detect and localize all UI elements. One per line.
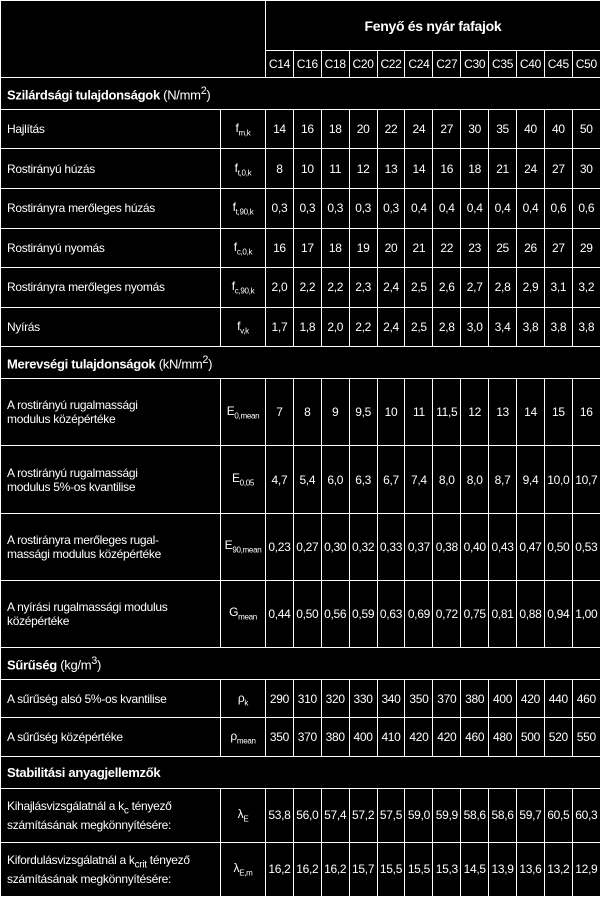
property-value: 410 xyxy=(377,718,405,756)
property-symbol xyxy=(221,446,266,513)
symbol-main: f xyxy=(232,200,236,215)
symbol-main: ρ xyxy=(237,690,245,705)
property-label-line1: Kifordulásvizsgálatnál a k xyxy=(7,852,135,867)
property-symbol xyxy=(221,842,266,896)
property-value: 7,4 xyxy=(405,446,433,513)
property-value: 0,4 xyxy=(489,189,517,229)
section-unit-exponent: 3 xyxy=(91,654,97,667)
property-label xyxy=(1,513,221,580)
strength-class-header: C16 xyxy=(293,51,321,77)
property-value: 58,6 xyxy=(489,789,517,843)
strength-class-header: C24 xyxy=(405,51,433,77)
symbol-subscript: mean xyxy=(236,736,256,746)
symbol-main: E xyxy=(226,404,235,419)
section-unit-exponent: 2 xyxy=(200,84,207,97)
property-value: 29 xyxy=(572,228,600,268)
strength-class-header: C40 xyxy=(517,51,545,77)
property-label-text: Rostirányra merőleges nyomás xyxy=(7,280,165,295)
property-value: 8 xyxy=(266,149,294,189)
strength-class-header: C35 xyxy=(489,51,517,77)
property-value: 0,50 xyxy=(293,580,321,647)
section-header-row xyxy=(1,77,600,109)
section-header-row xyxy=(1,756,600,788)
section-header-row xyxy=(1,647,600,679)
property-value: 3,8 xyxy=(517,307,545,347)
symbol-subscript: 0,mean xyxy=(234,411,260,421)
property-value: 27 xyxy=(544,149,572,189)
property-value: 13,6 xyxy=(517,842,545,896)
symbol-main: E xyxy=(231,471,240,486)
property-symbol xyxy=(221,109,266,149)
property-value: 0,4 xyxy=(405,189,433,229)
property-label xyxy=(1,680,221,718)
property-value: 0,38 xyxy=(433,513,461,580)
property-value: 2,8 xyxy=(489,268,517,308)
property-value: 16 xyxy=(266,228,294,268)
section-unit-exponent: 2 xyxy=(202,354,209,367)
property-value: 0,50 xyxy=(544,513,572,580)
property-label-line1: A rostirányú rugalmassági xyxy=(7,465,138,480)
property-label-line2: massági modulus középértéke xyxy=(7,546,161,561)
property-value: 40 xyxy=(544,109,572,149)
section-title xyxy=(1,647,600,679)
property-row xyxy=(1,842,600,896)
property-value: 10,0 xyxy=(544,446,572,513)
property-symbol xyxy=(221,580,266,647)
property-value: 53,8 xyxy=(266,789,294,843)
property-value: 0,32 xyxy=(349,513,377,580)
property-value: 17 xyxy=(293,228,321,268)
property-value: 0,47 xyxy=(517,513,545,580)
strength-class-header: C18 xyxy=(321,51,349,77)
property-value: 440 xyxy=(544,680,572,718)
property-value: 11,5 xyxy=(433,379,461,446)
property-value: 8,0 xyxy=(433,446,461,513)
property-value: 7 xyxy=(266,379,294,446)
property-value: 10,7 xyxy=(572,446,600,513)
property-value: 40 xyxy=(517,109,545,149)
property-value: 56,0 xyxy=(293,789,321,843)
property-label xyxy=(1,446,221,513)
property-value: 0,53 xyxy=(572,513,600,580)
property-symbol xyxy=(221,789,266,843)
property-label-text: A sűrűség középértéke xyxy=(7,730,123,745)
property-value: 26 xyxy=(517,228,545,268)
property-value: 0,4 xyxy=(461,189,489,229)
property-value: 16 xyxy=(433,149,461,189)
property-value: 14 xyxy=(405,149,433,189)
property-label-line1: A rostirányra merőleges rugal- xyxy=(7,532,159,547)
property-value: 21 xyxy=(489,149,517,189)
property-value: 21 xyxy=(405,228,433,268)
section-title xyxy=(1,347,600,379)
property-value: 0,56 xyxy=(321,580,349,647)
property-value: 13 xyxy=(377,149,405,189)
symbol-main: λ xyxy=(237,807,244,822)
strength-class-header: C50 xyxy=(572,51,600,77)
property-value: 6,0 xyxy=(321,446,349,513)
strength-class-header: C27 xyxy=(433,51,461,77)
property-value: 350 xyxy=(405,680,433,718)
property-value: 8,0 xyxy=(461,446,489,513)
property-row xyxy=(1,446,600,513)
property-value: 0,40 xyxy=(461,513,489,580)
property-value: 57,5 xyxy=(377,789,405,843)
property-value: 0,44 xyxy=(266,580,294,647)
property-value: 6,3 xyxy=(349,446,377,513)
property-row xyxy=(1,109,600,149)
property-symbol xyxy=(221,513,266,580)
property-value: 50 xyxy=(572,109,600,149)
property-value: 1,8 xyxy=(293,307,321,347)
property-symbol xyxy=(221,680,266,718)
property-value: 2,2 xyxy=(321,268,349,308)
property-value: 6,7 xyxy=(377,446,405,513)
property-value: 420 xyxy=(433,718,461,756)
symbol-main: E xyxy=(224,538,233,553)
property-value: 0,4 xyxy=(433,189,461,229)
property-value: 4,7 xyxy=(266,446,294,513)
property-value: 0,33 xyxy=(377,513,405,580)
property-value: 15,7 xyxy=(349,842,377,896)
property-value: 12 xyxy=(461,379,489,446)
symbol-subscript: c,90,k xyxy=(234,286,255,296)
property-row xyxy=(1,228,600,268)
property-label-text: Nyírás xyxy=(7,319,40,334)
property-symbol xyxy=(221,307,266,347)
section-title xyxy=(1,756,600,788)
section-unit: (kN/mm xyxy=(155,356,203,372)
property-row xyxy=(1,268,600,308)
property-value: 1,00 xyxy=(572,580,600,647)
property-value: 550 xyxy=(572,718,600,756)
property-value: 500 xyxy=(517,718,545,756)
property-value: 0,3 xyxy=(293,189,321,229)
property-value: 58,6 xyxy=(461,789,489,843)
symbol-subscript: k xyxy=(244,697,249,707)
property-row xyxy=(1,149,600,189)
property-value: 10 xyxy=(377,379,405,446)
property-value: 0,81 xyxy=(489,580,517,647)
property-value: 0,30 xyxy=(321,513,349,580)
property-value: 0,94 xyxy=(544,580,572,647)
property-value: 2,5 xyxy=(405,307,433,347)
symbol-main: λ xyxy=(233,861,240,876)
section-title xyxy=(1,77,600,109)
property-row xyxy=(1,189,600,229)
symbol-main: f xyxy=(235,121,239,136)
property-symbol xyxy=(221,268,266,308)
property-value: 370 xyxy=(433,680,461,718)
property-value: 460 xyxy=(461,718,489,756)
property-label xyxy=(1,189,221,229)
property-value: 1,7 xyxy=(266,307,294,347)
section-unit-close: ) xyxy=(96,657,101,673)
property-value: 480 xyxy=(489,718,517,756)
property-value: 320 xyxy=(321,680,349,718)
property-value: 2,7 xyxy=(461,268,489,308)
strength-class-header: C14 xyxy=(266,51,294,77)
property-symbol xyxy=(221,189,266,229)
property-symbol xyxy=(221,718,266,756)
property-value: 2,4 xyxy=(377,268,405,308)
property-value: 60,3 xyxy=(572,789,600,843)
symbol-main: G xyxy=(229,605,239,620)
property-label-line1: Kihajlásvizsgálatnál a k xyxy=(7,798,124,813)
property-value: 11 xyxy=(321,149,349,189)
header-title-row xyxy=(1,1,600,51)
property-value: 18 xyxy=(461,149,489,189)
property-row xyxy=(1,580,600,647)
property-value: 290 xyxy=(266,680,294,718)
section-name: Merevségi tulajdonságok xyxy=(7,356,156,372)
property-label xyxy=(1,149,221,189)
property-value: 350 xyxy=(266,718,294,756)
property-label-line2: modulus 5%-os kvantilise xyxy=(7,479,136,494)
header-blank-cell xyxy=(1,1,266,78)
property-value: 30 xyxy=(572,149,600,189)
property-value: 0,6 xyxy=(572,189,600,229)
property-value: 16,2 xyxy=(293,842,321,896)
property-value: 15 xyxy=(544,379,572,446)
property-value: 16 xyxy=(572,379,600,446)
property-value: 0,63 xyxy=(377,580,405,647)
property-value: 0,88 xyxy=(517,580,545,647)
section-unit-close: ) xyxy=(206,86,211,102)
property-value: 35 xyxy=(489,109,517,149)
property-value: 59,9 xyxy=(433,789,461,843)
property-label xyxy=(1,580,221,647)
symbol-subscript: E,m xyxy=(239,868,253,878)
property-value: 8,7 xyxy=(489,446,517,513)
property-label-line1-end: tényező xyxy=(128,798,172,813)
property-value: 3,1 xyxy=(544,268,572,308)
property-value: 3,8 xyxy=(544,307,572,347)
property-label-text: A sűrűség alsó 5%-os kvantilise xyxy=(7,691,167,706)
property-value: 20 xyxy=(349,109,377,149)
property-label-text: Rostirányú húzás xyxy=(7,161,95,176)
property-value: 2,3 xyxy=(349,268,377,308)
property-value: 2,0 xyxy=(266,268,294,308)
symbol-main: f xyxy=(231,279,235,294)
property-value: 9,4 xyxy=(517,446,545,513)
property-value: 16 xyxy=(293,109,321,149)
section-header-row xyxy=(1,347,600,379)
property-value: 400 xyxy=(349,718,377,756)
property-value: 14 xyxy=(517,379,545,446)
property-label xyxy=(1,109,221,149)
strength-class-header: C30 xyxy=(461,51,489,77)
property-value: 3,8 xyxy=(572,307,600,347)
strength-class-header: C20 xyxy=(349,51,377,77)
section-name: Stabilitási anyagjellemzők xyxy=(7,764,161,780)
symbol-subscript: 0,05 xyxy=(239,478,255,488)
property-value: 2,9 xyxy=(517,268,545,308)
property-value: 18 xyxy=(321,109,349,149)
property-label-text: Rostirányú nyomás xyxy=(7,240,105,255)
property-value: 14 xyxy=(266,109,294,149)
property-value: 57,4 xyxy=(321,789,349,843)
property-value: 2,8 xyxy=(433,307,461,347)
property-value: 0,27 xyxy=(293,513,321,580)
property-label-line2: modulus középértéke xyxy=(7,412,116,427)
section-unit: (kg/m xyxy=(56,657,92,673)
property-value: 15,3 xyxy=(433,842,461,896)
property-value: 9 xyxy=(321,379,349,446)
property-value: 24 xyxy=(405,109,433,149)
property-value: 0,4 xyxy=(517,189,545,229)
property-value: 310 xyxy=(293,680,321,718)
symbol-main: f xyxy=(233,239,237,254)
property-row xyxy=(1,307,600,347)
property-value: 0,6 xyxy=(544,189,572,229)
property-label xyxy=(1,379,221,446)
property-value: 3,2 xyxy=(572,268,600,308)
property-value: 0,59 xyxy=(349,580,377,647)
section-unit-close: ) xyxy=(208,356,213,372)
property-value: 12,9 xyxy=(572,842,600,896)
property-value: 13,9 xyxy=(489,842,517,896)
property-value: 57,2 xyxy=(349,789,377,843)
property-row xyxy=(1,789,600,843)
property-row xyxy=(1,680,600,718)
property-value: 0,72 xyxy=(433,580,461,647)
property-value: 22 xyxy=(377,109,405,149)
section-name: Sűrűség xyxy=(7,657,57,673)
property-value: 2,0 xyxy=(321,307,349,347)
header-title: Fenyő és nyár fafajok xyxy=(266,1,600,51)
property-value: 22 xyxy=(433,228,461,268)
property-value: 18 xyxy=(321,228,349,268)
property-value: 3,4 xyxy=(489,307,517,347)
property-label xyxy=(1,718,221,756)
property-value: 2,2 xyxy=(349,307,377,347)
symbol-main: ρ xyxy=(230,728,237,743)
property-row xyxy=(1,379,600,446)
symbol-subscript: 90,mean xyxy=(232,545,262,555)
property-value: 59,0 xyxy=(405,789,433,843)
section-name: Szilárdsági tulajdonságok xyxy=(7,86,160,102)
property-label-line2: számításának megkönnyítésére: xyxy=(7,818,172,833)
property-value: 0,3 xyxy=(377,189,405,229)
property-value: 15,5 xyxy=(377,842,405,896)
property-value: 0,75 xyxy=(461,580,489,647)
property-value: 19 xyxy=(349,228,377,268)
property-label xyxy=(1,268,221,308)
strength-class-header: C22 xyxy=(377,51,405,77)
property-value: 8 xyxy=(293,379,321,446)
property-label xyxy=(1,842,221,896)
property-value: 0,69 xyxy=(405,580,433,647)
property-value: 20 xyxy=(377,228,405,268)
property-label xyxy=(1,789,221,843)
property-value: 2,2 xyxy=(293,268,321,308)
property-value: 60,5 xyxy=(544,789,572,843)
property-value: 24 xyxy=(517,149,545,189)
property-label-text: Hajlítás xyxy=(7,122,45,137)
property-value: 11 xyxy=(405,379,433,446)
property-value: 340 xyxy=(377,680,405,718)
property-label xyxy=(1,228,221,268)
property-value: 10 xyxy=(293,149,321,189)
property-value: 330 xyxy=(349,680,377,718)
symbol-main: f xyxy=(237,318,241,333)
property-value: 13 xyxy=(489,379,517,446)
symbol-subscript: c,0,k xyxy=(236,246,253,256)
property-value: 2,6 xyxy=(433,268,461,308)
property-value: 380 xyxy=(321,718,349,756)
property-label xyxy=(1,307,221,347)
property-value: 13,2 xyxy=(544,842,572,896)
property-symbol xyxy=(221,379,266,446)
property-value: 0,23 xyxy=(266,513,294,580)
property-row xyxy=(1,513,600,580)
symbol-subscript: t,0,k xyxy=(237,167,252,177)
symbol-subscript: mean xyxy=(238,612,257,622)
property-value: 23 xyxy=(461,228,489,268)
property-value: 0,3 xyxy=(266,189,294,229)
property-value: 25 xyxy=(489,228,517,268)
property-row xyxy=(1,718,600,756)
property-value: 0,37 xyxy=(405,513,433,580)
property-label-text: Rostirányra merőleges húzás xyxy=(7,201,155,216)
property-value: 520 xyxy=(544,718,572,756)
property-value: 59,7 xyxy=(517,789,545,843)
property-label-subscript: c xyxy=(123,805,129,817)
property-label-line1-end: tényező xyxy=(146,852,190,867)
property-value: 15,5 xyxy=(405,842,433,896)
symbol-subscript: m,k xyxy=(238,128,251,138)
symbol-subscript: E xyxy=(243,814,249,824)
property-value: 30 xyxy=(461,109,489,149)
property-value: 27 xyxy=(544,228,572,268)
property-value: 16,2 xyxy=(321,842,349,896)
property-value: 0,3 xyxy=(321,189,349,229)
property-value: 16,2 xyxy=(266,842,294,896)
section-unit: (N/mm xyxy=(159,86,201,102)
property-value: 0,43 xyxy=(489,513,517,580)
strength-class-header: C45 xyxy=(544,51,572,77)
property-value: 2,5 xyxy=(405,268,433,308)
property-value: 460 xyxy=(572,680,600,718)
property-value: 9,5 xyxy=(349,379,377,446)
property-symbol xyxy=(221,149,266,189)
property-symbol xyxy=(221,228,266,268)
property-label-line1: A rostirányú rugalmassági xyxy=(7,398,138,413)
property-value: 420 xyxy=(517,680,545,718)
property-value: 400 xyxy=(489,680,517,718)
property-value: 27 xyxy=(433,109,461,149)
symbol-main: f xyxy=(234,160,238,175)
property-label-subscript: crit xyxy=(134,859,147,871)
property-label-line2: számításának megkönnyítésére: xyxy=(7,872,172,887)
property-value: 14,5 xyxy=(461,842,489,896)
symbol-subscript: t,90,k xyxy=(235,207,254,217)
property-value: 3,0 xyxy=(461,307,489,347)
property-value: 370 xyxy=(293,718,321,756)
property-value: 380 xyxy=(461,680,489,718)
property-label-line1: A nyírási rugalmassági modulus xyxy=(7,599,168,614)
property-label-line2: középértéke xyxy=(7,613,70,628)
property-value: 420 xyxy=(405,718,433,756)
property-value: 5,4 xyxy=(293,446,321,513)
symbol-subscript: v,k xyxy=(240,326,249,335)
property-value: 2,4 xyxy=(377,307,405,347)
property-value: 12 xyxy=(349,149,377,189)
property-value: 0,3 xyxy=(349,189,377,229)
